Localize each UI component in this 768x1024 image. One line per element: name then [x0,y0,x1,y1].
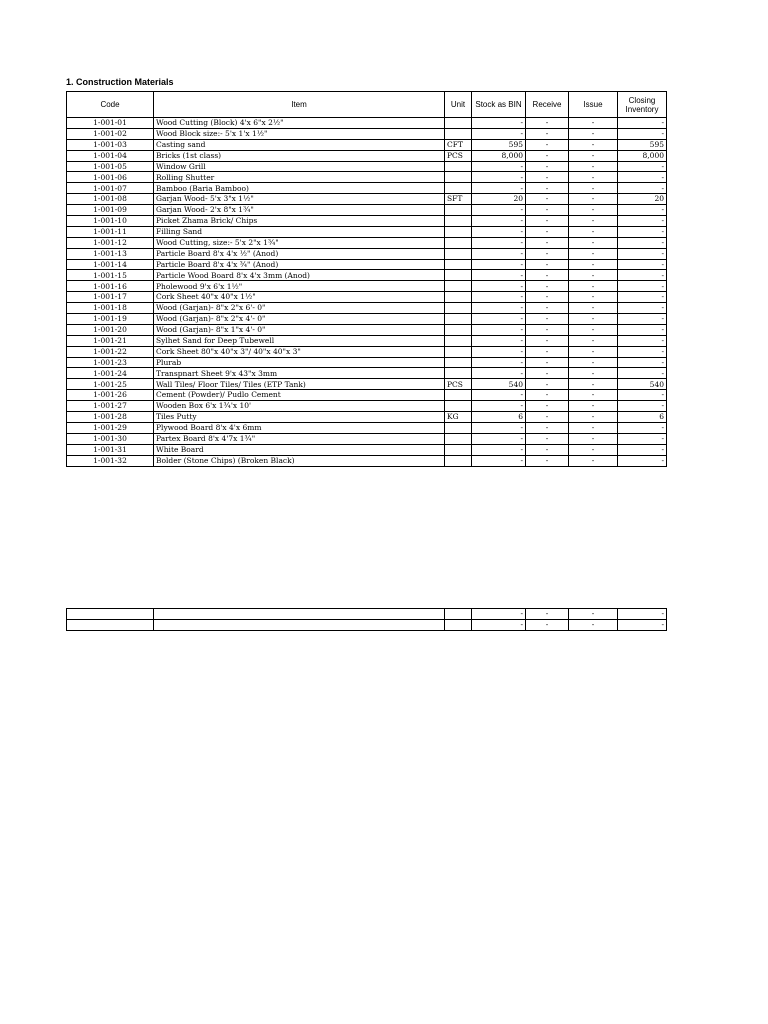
cell-receive: - [526,324,569,335]
cell-code: 1-001-04 [67,150,154,161]
table-row [67,183,667,194]
cell-item: Window Grill [154,161,445,172]
cell-issue: - [569,226,618,237]
cell-item: Particle Board 8'x 4'x ¾" (Anod) [154,259,445,270]
cell-receive: - [526,303,569,314]
cell-issue: - [569,368,618,379]
cell-unit [445,346,472,357]
cell-receive: - [526,281,569,292]
cell-receive: - [526,412,569,423]
cell-receive: - [526,379,569,390]
cell-stock: - [472,422,526,433]
cell-code: 1-001-29 [67,422,154,433]
cell-issue: - [569,183,618,194]
cell-code: 1-001-17 [67,292,154,303]
cell-issue: - [569,161,618,172]
cell-item: Bamboo (Baria Bamboo) [154,183,445,194]
cell-code: 1-001-07 [67,183,154,194]
cell-closing: - [618,237,667,248]
cell-closing: 595 [618,139,667,150]
cell-unit [445,237,472,248]
table-row [67,259,667,270]
cell-unit [445,216,472,227]
cell-unit [445,183,472,194]
cell-closing: - [618,401,667,412]
table-row [67,281,667,292]
cell-receive: - [526,172,569,183]
cell-item: Bolder (Stone Chips) (Broken Black) [154,455,445,466]
cell-item: Garjan Wood- 5'x 3"x 1½" [154,194,445,205]
cell-issue: - [569,270,618,281]
cell-receive: - [526,226,569,237]
cell-item: Cork Sheet 80"x 40"x 3"/ 40"x 40"x 3" [154,346,445,357]
cell-closing: 20 [618,194,667,205]
cell-issue: - [569,139,618,150]
cell-issue: - [569,619,618,630]
cell-issue: - [569,128,618,139]
cell-code: 1-001-21 [67,335,154,346]
cell-closing: - [618,183,667,194]
cell-item: Transpnart Sheet 9'x 43"x 3mm [154,368,445,379]
cell-issue: - [569,433,618,444]
cell-unit [445,422,472,433]
cell-receive: - [526,433,569,444]
cell-unit [445,357,472,368]
cell-item: Garjan Wood- 2'x 8"x 1¾" [154,205,445,216]
cell-unit: SFT [445,194,472,205]
cell-unit [445,161,472,172]
cell-unit [445,335,472,346]
cell-issue: - [569,237,618,248]
cell-issue: - [569,205,618,216]
cell-unit [445,118,472,129]
cell-closing: - [618,216,667,227]
extra-row [67,619,667,630]
cell-receive: - [526,314,569,325]
table-row [67,194,667,205]
table-row [67,237,667,248]
cell-stock: - [472,205,526,216]
cell-item: Wood Block size:- 5'x 1'x 1½" [154,128,445,139]
cell-stock: - [472,324,526,335]
cell-closing: - [618,455,667,466]
table-row [67,444,667,455]
inventory-table [66,91,667,467]
cell-stock: - [472,444,526,455]
cell-code: 1-001-23 [67,357,154,368]
cell-item: Cork Sheet 40"x 40"x 1½" [154,292,445,303]
cell-stock: - [472,335,526,346]
cell-code: 1-001-10 [67,216,154,227]
cell-receive: - [526,237,569,248]
cell-issue: - [569,150,618,161]
cell-code: 1-001-27 [67,401,154,412]
extra-table [66,608,667,631]
cell-receive: - [526,455,569,466]
cell-code: 1-001-09 [67,205,154,216]
table-row [67,292,667,303]
cell-stock: - [472,292,526,303]
table-row [67,455,667,466]
cell-unit [445,281,472,292]
cell-stock: - [472,281,526,292]
cell-code: 1-001-08 [67,194,154,205]
cell-closing: - [618,357,667,368]
cell-unit [445,314,472,325]
table-row [67,226,667,237]
cell-item: Plurab [154,357,445,368]
cell-issue: - [569,118,618,129]
cell-issue: - [569,455,618,466]
cell-issue: - [569,379,618,390]
cell-issue: - [569,609,618,620]
cell-unit [445,390,472,401]
header-unit: Unit [445,92,472,118]
cell-receive: - [526,139,569,150]
cell-item: Wood (Garjan)- 8"x 2"x 6'- 0" [154,303,445,314]
cell-issue: - [569,401,618,412]
cell-receive: - [526,444,569,455]
cell-item: Particle Wood Board 8'x 4'x 3mm (Anod) [154,270,445,281]
header-stock: Stock as BIN [472,92,526,118]
extra-row [67,609,667,620]
cell-unit [445,172,472,183]
cell-unit [445,433,472,444]
cell-issue: - [569,216,618,227]
cell-unit [445,303,472,314]
cell-receive: - [526,128,569,139]
cell-receive: - [526,401,569,412]
table-row [67,379,667,390]
cell-stock: - [472,401,526,412]
cell-closing: - [618,619,667,630]
cell-item [154,619,445,630]
cell-issue: - [569,412,618,423]
cell-closing: - [618,422,667,433]
cell-closing: - [618,281,667,292]
cell-code: 1-001-12 [67,237,154,248]
table-row [67,314,667,325]
cell-closing: 6 [618,412,667,423]
cell-code [67,609,154,620]
cell-stock: - [472,118,526,129]
cell-closing: 540 [618,379,667,390]
table-row [67,248,667,259]
cell-receive: - [526,118,569,129]
cell-item: Particle Board 8'x 4'x ½" (Anod) [154,248,445,259]
cell-closing: 8,000 [618,150,667,161]
cell-code: 1-001-26 [67,390,154,401]
cell-receive: - [526,161,569,172]
table-row [67,412,667,423]
table-row [67,401,667,412]
table-row [67,118,667,129]
cell-item: Wood Cutting (Block) 4'x 6"x 2½" [154,118,445,129]
cell-code: 1-001-13 [67,248,154,259]
cell-item: Plywood Board 8'x 4'x 6mm [154,422,445,433]
cell-issue: - [569,292,618,303]
cell-item: Rolling Shutter [154,172,445,183]
cell-unit: PCS [445,150,472,161]
cell-code: 1-001-31 [67,444,154,455]
cell-item: Filling Sand [154,226,445,237]
table-row [67,303,667,314]
cell-code: 1-001-02 [67,128,154,139]
cell-stock: - [472,237,526,248]
cell-unit [445,324,472,335]
cell-stock: 20 [472,194,526,205]
cell-closing: - [618,346,667,357]
cell-unit [445,619,472,630]
cell-unit [445,444,472,455]
cell-item: Wall Tiles/ Floor Tiles/ Tiles (ETP Tank) [154,379,445,390]
cell-item: Sylhet Sand for Deep Tubewell [154,335,445,346]
table-row [67,324,667,335]
cell-stock: - [472,433,526,444]
cell-code: 1-001-28 [67,412,154,423]
cell-item: White Board [154,444,445,455]
cell-stock: - [472,259,526,270]
cell-code: 1-001-14 [67,259,154,270]
cell-issue: - [569,172,618,183]
cell-stock: - [472,357,526,368]
cell-issue: - [569,422,618,433]
cell-item: Pholewood 9'x 6'x 1½" [154,281,445,292]
cell-code: 1-001-16 [67,281,154,292]
table-row [67,139,667,150]
cell-issue: - [569,335,618,346]
cell-issue: - [569,324,618,335]
table-row [67,172,667,183]
cell-code: 1-001-32 [67,455,154,466]
table-row [67,205,667,216]
cell-closing: - [618,226,667,237]
header-code: Code [67,92,154,118]
cell-item: Wooden Box 6'x 1¾'x 10' [154,401,445,412]
cell-stock: - [472,609,526,620]
cell-issue: - [569,444,618,455]
cell-code: 1-001-18 [67,303,154,314]
cell-code: 1-001-05 [67,161,154,172]
cell-issue: - [569,357,618,368]
cell-issue: - [569,281,618,292]
cell-closing: - [618,161,667,172]
cell-closing: - [618,118,667,129]
cell-receive: - [526,270,569,281]
header-receive: Receive [526,92,569,118]
cell-code [67,619,154,630]
cell-closing: - [618,292,667,303]
cell-item: Casting sand [154,139,445,150]
table-row [67,270,667,281]
cell-closing: - [618,444,667,455]
cell-item: Wood Cutting, size:- 5'x 2"x 1¾" [154,237,445,248]
cell-code: 1-001-19 [67,314,154,325]
cell-stock: - [472,303,526,314]
cell-closing: - [618,390,667,401]
cell-item: Bricks (1st class) [154,150,445,161]
cell-code: 1-001-01 [67,118,154,129]
cell-closing: - [618,128,667,139]
cell-receive: - [526,259,569,270]
cell-unit [445,259,472,270]
cell-issue: - [569,194,618,205]
cell-closing: - [618,270,667,281]
cell-closing: - [618,314,667,325]
cell-item: Cement (Powder)/ Pudlo Cement [154,390,445,401]
cell-closing: - [618,368,667,379]
cell-receive: - [526,205,569,216]
cell-code: 1-001-22 [67,346,154,357]
table-row [67,216,667,227]
cell-stock: - [472,455,526,466]
cell-unit [445,292,472,303]
cell-unit: PCS [445,379,472,390]
cell-receive: - [526,183,569,194]
cell-item [154,609,445,620]
cell-stock: - [472,128,526,139]
cell-receive: - [526,357,569,368]
cell-issue: - [569,314,618,325]
header-closing: Closing Inventory [618,92,667,118]
cell-item: Wood (Garjan)- 8"x 1"x 4'- 0" [154,324,445,335]
cell-receive: - [526,216,569,227]
cell-closing: - [618,335,667,346]
cell-stock: 8,000 [472,150,526,161]
cell-unit [445,248,472,259]
cell-unit [445,368,472,379]
cell-receive: - [526,619,569,630]
cell-unit [445,226,472,237]
cell-stock: - [472,368,526,379]
cell-stock: - [472,619,526,630]
table-row [67,357,667,368]
table-row [67,161,667,172]
cell-unit [445,270,472,281]
cell-issue: - [569,390,618,401]
cell-unit [445,401,472,412]
table-row [67,433,667,444]
cell-closing: - [618,324,667,335]
header-row [67,92,667,118]
cell-receive: - [526,248,569,259]
cell-code: 1-001-20 [67,324,154,335]
table-row [67,150,667,161]
cell-code: 1-001-06 [67,172,154,183]
cell-receive: - [526,346,569,357]
cell-code: 1-001-25 [67,379,154,390]
cell-unit: KG [445,412,472,423]
cell-closing: - [618,248,667,259]
cell-stock: - [472,248,526,259]
cell-code: 1-001-24 [67,368,154,379]
cell-closing: - [618,433,667,444]
cell-item: Tiles Putty [154,412,445,423]
table-row [67,422,667,433]
cell-stock: - [472,183,526,194]
cell-receive: - [526,194,569,205]
cell-stock: - [472,172,526,183]
section-title: 1. Construction Materials [66,77,174,87]
cell-unit [445,609,472,620]
header-item: Item [154,92,445,118]
cell-stock: - [472,270,526,281]
cell-stock: 595 [472,139,526,150]
cell-closing: - [618,303,667,314]
cell-stock: 6 [472,412,526,423]
cell-stock: - [472,346,526,357]
cell-unit [445,455,472,466]
cell-issue: - [569,248,618,259]
table-row [67,346,667,357]
cell-item: Wood (Garjan)- 8"x 2"x 4'- 0" [154,314,445,325]
header-issue: Issue [569,92,618,118]
cell-unit [445,205,472,216]
cell-code: 1-001-11 [67,226,154,237]
cell-stock: - [472,390,526,401]
cell-receive: - [526,335,569,346]
cell-item: Partex Board 8'x 4'7x 1¾" [154,433,445,444]
cell-issue: - [569,346,618,357]
cell-issue: - [569,303,618,314]
cell-stock: - [472,314,526,325]
cell-closing: - [618,205,667,216]
cell-code: 1-001-30 [67,433,154,444]
cell-unit [445,128,472,139]
cell-unit: CFT [445,139,472,150]
table-row [67,335,667,346]
cell-closing: - [618,172,667,183]
cell-receive: - [526,150,569,161]
table-row [67,390,667,401]
cell-stock: - [472,161,526,172]
cell-receive: - [526,368,569,379]
cell-closing: - [618,609,667,620]
cell-item: Picket Zhama Brick/ Chips [154,216,445,227]
cell-code: 1-001-03 [67,139,154,150]
cell-receive: - [526,422,569,433]
cell-stock: 540 [472,379,526,390]
cell-receive: - [526,292,569,303]
cell-issue: - [569,259,618,270]
cell-receive: - [526,609,569,620]
table-row [67,128,667,139]
cell-receive: - [526,390,569,401]
cell-closing: - [618,259,667,270]
cell-stock: - [472,216,526,227]
cell-stock: - [472,226,526,237]
cell-code: 1-001-15 [67,270,154,281]
table-row [67,368,667,379]
